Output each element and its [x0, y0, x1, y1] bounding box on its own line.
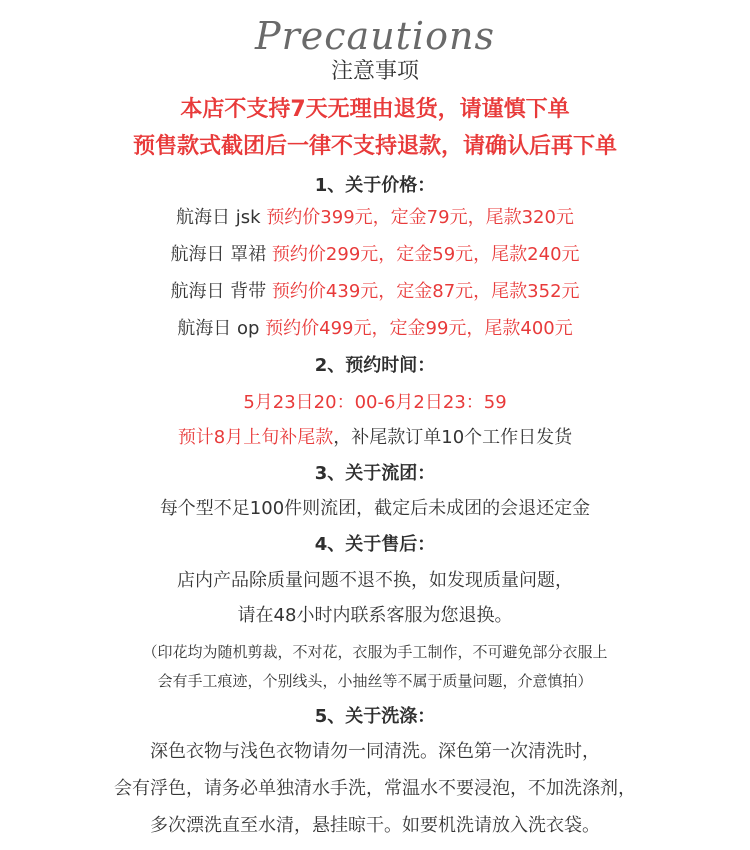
washing-line: 会有浮色，请务必单独清水手洗，常温水不要浸泡，不加洗涤剂， [114, 778, 636, 799]
price-item-detail: 预约价499元，定金99元，尾款400元 [265, 318, 573, 339]
price-item [0, 240, 750, 270]
price-item-detail: 预约价439元，定金87元，尾款352元 [271, 281, 580, 302]
price-item-label: 航海日 op [177, 318, 260, 339]
page-title: 注意事项 [330, 59, 419, 84]
after-sales-line: 店内产品除质量问题不退不换，如发现质量问题， [177, 570, 573, 591]
after-sales-line: 请在48小时内联系客服为您退换。 [237, 605, 513, 626]
price-item-label: 航海日 背带 [170, 281, 267, 302]
price-item [0, 203, 750, 233]
price-item [0, 277, 750, 307]
schedule-balance [0, 423, 750, 453]
washing-line: 深色衣物与浅色衣物请勿一同清洗。深色第一次清洗时， [150, 741, 600, 762]
after-sales-note: 会有手工痕迹，个别线头，小抽丝等不属于质量问题，介意慎拍） [157, 672, 593, 690]
warning-no-return: 本店不支持7天无理由退货，请谨慎下单 [180, 97, 570, 122]
price-item-label: 航海日 jsk [176, 207, 261, 228]
group-text: 每个型不足100件则流团，截定后未成团的会退还定金 [159, 498, 591, 519]
section-group-heading: 3、关于流团： [314, 463, 436, 484]
price-item-label: 航海日 罩裙 [170, 244, 267, 265]
script-title: Precautions [255, 14, 495, 58]
after-sales-note: （印花均为随机剪裁，不对花，衣服为手工制作，不可避免部分衣服上 [142, 643, 608, 661]
balance-date: 预计8月上旬补尾款 [177, 427, 334, 448]
schedule-time-range: 5月23日20：00-6月2日23：59 [243, 392, 507, 413]
washing-line: 多次漂洗直至水清，悬挂晾干。如要机洗请放入洗衣袋。 [150, 815, 600, 836]
price-item-detail: 预约价399元，定金79元，尾款320元 [266, 207, 574, 228]
section-schedule-heading: 2、预约时间： [314, 355, 436, 376]
section-after-sales-heading: 4、关于售后： [314, 534, 436, 555]
price-item [0, 314, 750, 344]
section-washing-heading: 5、关于洗涤： [314, 706, 436, 727]
balance-shipping: ，补尾款订单10个工作日发货 [333, 427, 573, 448]
price-item-detail: 预约价299元，定金59元，尾款240元 [271, 244, 580, 265]
section-price-heading: 1、关于价格： [314, 175, 436, 196]
warning-no-refund: 预售款式截团后一律不支持退款，请确认后再下单 [132, 134, 617, 159]
